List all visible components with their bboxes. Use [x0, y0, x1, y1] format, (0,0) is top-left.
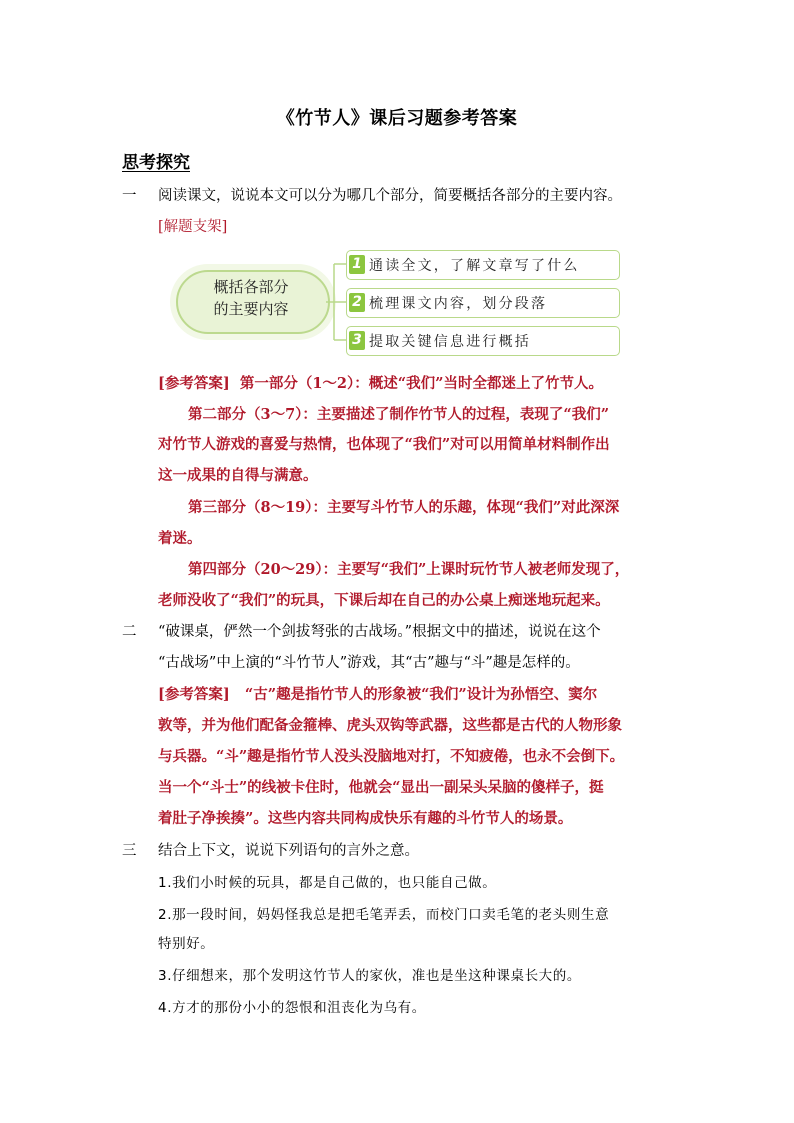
answer-label: [参考答案]: [158, 686, 230, 703]
question-1: [122, 186, 622, 206]
answer-text: 第一部分（1～2）：概述“我们”当时全都迷上了竹节人。: [239, 375, 603, 392]
answer-2-line-1: [158, 685, 597, 705]
question-3: [122, 841, 419, 861]
mind-map-center-line-2: 的主要内容: [213, 300, 289, 318]
answer-1-line-1: [158, 374, 603, 394]
question-3-item-1: 1.我们小时候的玩具，都是自己做的，也只能自己做。: [158, 875, 497, 891]
question-3-number: 三: [122, 843, 137, 859]
question-2-number: 二: [122, 624, 137, 640]
answer-1-line-4: 这一成果的自得与满意。: [158, 467, 318, 484]
question-2-line-2: “古战场”中上演的“斗竹节人”游戏，其“古”趣与“斗”趣是怎样的。: [158, 655, 580, 671]
answer-1-line-8: 老师没收了“我们”的玩具，下课后却在自己的办公桌上痴迷地玩起来。: [158, 592, 610, 609]
mind-map-branch-3: [346, 326, 620, 356]
answer-1-line-7: 第四部分（20～29）：主要写“我们”上课时玩竹节人被老师发现了，: [188, 561, 630, 578]
question-3-item-2-cont: 特别好。: [158, 936, 215, 952]
answer-1-line-2: 第二部分（3～7）：主要描述了制作竹节人的过程，表现了“我们”: [188, 406, 610, 423]
answer-text: “古”趣是指竹节人的形象被“我们”设计为孙悟空、窦尔: [244, 686, 598, 703]
mind-map-branch-2: [346, 288, 620, 318]
answer-2-line-2: 敦等，并为他们配备金箍棒、虎头双钩等武器，这些都是古代的人物形象: [158, 717, 622, 734]
question-1-number: 一: [122, 188, 137, 204]
question-3-text: 结合上下文，说说下列语句的言外之意。: [158, 843, 419, 859]
hint-label: [解题支架]: [158, 219, 228, 235]
mind-map-center-text: [176, 276, 326, 320]
section-heading: 思考探究: [122, 153, 190, 173]
answer-1-line-5: 第三部分（8～19）：主要写斗竹节人的乐趣，体现“我们”对此深深: [188, 499, 620, 516]
branch-1-number: 1: [349, 255, 365, 274]
branch-2-number: 2: [349, 293, 365, 312]
mind-map-center-line-1: 概括各部分: [213, 278, 289, 296]
branch-1-text: 通读全文，了解文章写了什么: [369, 258, 580, 274]
answer-1-line-3: 对竹节人游戏的喜爱与热情，也体现了“我们”对可以用简单材料制作出: [158, 436, 610, 453]
document-title: 《竹节人》课后习题参考答案: [276, 108, 518, 129]
answer-1-line-6: 着迷。: [158, 530, 202, 547]
answer-2-line-5: 着肚子净挨揍”。这些内容共同构成快乐有趣的斗竹节人的场景。: [158, 810, 573, 827]
branch-3-number: 3: [349, 331, 365, 350]
mind-map: [170, 246, 630, 358]
answer-label: [参考答案]: [158, 375, 230, 392]
question-3-item-3: 3.仔细想来，那个发明这竹节人的家伙，准也是坐这种课桌长大的。: [158, 968, 581, 984]
answer-2-line-3: 与兵器。“斗”趣是指竹节人没头没脑地对打，不知疲倦，也永不会倒下。: [158, 748, 625, 765]
question-3-item-2: 2.那一段时间，妈妈怪我总是把毛笔弄丢，而校门口卖毛笔的老头则生意: [158, 907, 610, 923]
answer-2-line-4: 当一个“斗士”的线被卡住时，他就会“显出一副呆头呆脑的傻样子，挺: [158, 779, 604, 796]
question-3-item-4: 4.方才的那份小小的怨恨和沮丧化为乌有。: [158, 1000, 426, 1016]
branch-2-text: 梳理课文内容，划分段落: [369, 296, 548, 312]
question-2-line-1: “破课桌，俨然一个剑拔弩张的古战场。”根据文中的描述，说说在这个: [158, 624, 601, 640]
question-2: [122, 622, 601, 642]
mind-map-branch-1: [346, 250, 620, 280]
branch-3-text: 提取关键信息进行概括: [369, 334, 531, 350]
question-1-text: 阅读课文，说说本文可以分为哪几个部分，简要概括各部分的主要内容。: [158, 188, 622, 204]
